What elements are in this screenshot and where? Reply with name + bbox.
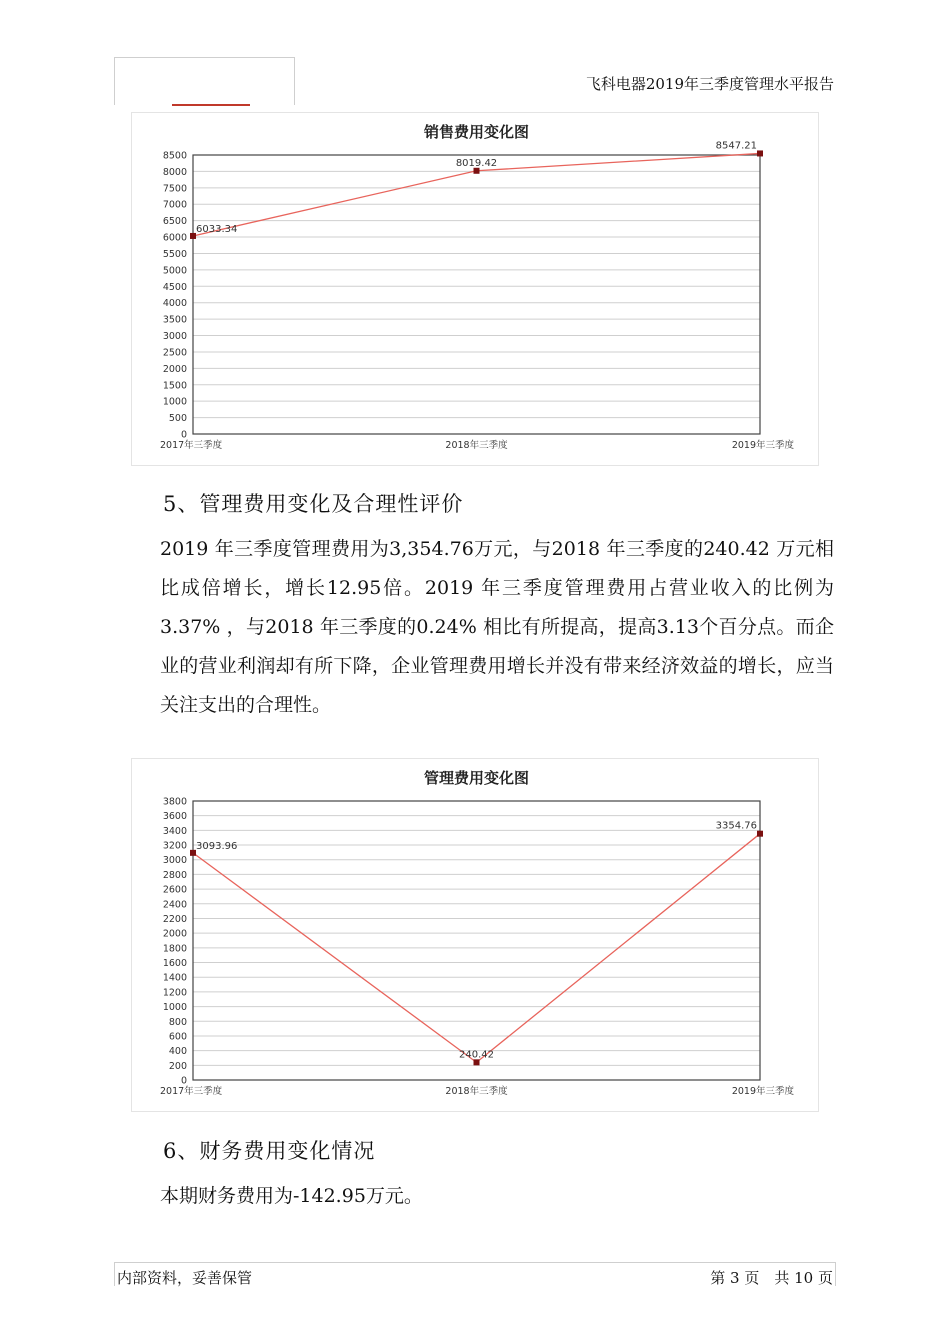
y-tick-label: 1600 <box>162 958 187 970</box>
logo-frame <box>114 57 295 105</box>
x-tick-label: 2018年三季度 <box>445 1086 508 1097</box>
y-tick-label: 3000 <box>162 855 187 867</box>
y-tick-label: 2600 <box>162 884 187 896</box>
y-tick-label: 3000 <box>162 331 187 343</box>
y-tick-label: 3200 <box>162 840 187 852</box>
y-tick-label: 2000 <box>162 363 187 375</box>
plot-area-border <box>193 155 760 434</box>
y-tick-label: 2400 <box>162 899 187 911</box>
y-tick-label: 4000 <box>162 298 187 310</box>
data-point <box>757 831 763 837</box>
sales-expense-chart <box>131 112 819 466</box>
section6-heading: 6、财务费用变化情况 <box>163 1139 376 1163</box>
y-tick-label: 2500 <box>162 347 187 359</box>
data-label: 8019.42 <box>455 157 498 169</box>
y-tick-label: 600 <box>168 1031 187 1043</box>
y-tick-label: 1400 <box>162 972 187 984</box>
admin-expense-chart <box>131 758 819 1112</box>
y-tick-label: 2200 <box>162 913 187 925</box>
y-tick-label: 7000 <box>162 199 187 211</box>
y-tick-label: 2800 <box>162 869 187 881</box>
y-tick-label: 1000 <box>162 396 187 408</box>
chart-title: 销售费用变化图 <box>423 123 530 141</box>
y-tick-label: 0 <box>180 429 187 441</box>
logo-underline <box>172 104 250 106</box>
section5-paragraph <box>114 530 834 725</box>
y-tick-label: 800 <box>168 1016 187 1028</box>
y-tick-label: 3500 <box>162 314 187 326</box>
y-tick-label: 5500 <box>162 248 187 260</box>
y-tick-label: 3800 <box>162 796 187 808</box>
data-label: 6033.34 <box>196 223 238 235</box>
y-tick-label: 400 <box>168 1046 187 1058</box>
data-label: 240.42 <box>459 1049 494 1061</box>
y-tick-label: 1800 <box>162 943 187 955</box>
y-tick-label: 2000 <box>162 928 187 940</box>
footer-page-number: 第 3 页 共 10 页 <box>710 1269 833 1287</box>
y-tick-label: 1500 <box>162 380 187 392</box>
y-tick-label: 8000 <box>162 166 187 178</box>
y-tick-label: 1000 <box>162 1002 187 1014</box>
x-tick-label: 2017年三季度 <box>160 440 223 451</box>
x-tick-label: 2018年三季度 <box>445 440 508 451</box>
y-tick-label: 6500 <box>162 216 187 228</box>
section6-paragraph <box>114 1177 834 1216</box>
section5-heading: 5、管理费用变化及合理性评价 <box>163 492 464 516</box>
x-tick-label: 2017年三季度 <box>160 1086 223 1097</box>
data-label: 8547.21 <box>715 140 757 152</box>
page-footer <box>114 1262 836 1286</box>
x-tick-label: 2019年三季度 <box>731 440 794 451</box>
section5-paragraph-text: 2019 年三季度管理费用为3,354.76万元，与2018 年三季度的240.42 万元相比成倍增长，增长12.95倍。2019 年三季度管理费用占营业收入的比例为3.37% ，与2018 年三季度的0.24% 相比有所提高，提高3.13个百分点。而企业的营业利润却有所下降，企业管理费用增长并没有带来经济效益的增长，应当关注支出的合理性。 <box>160 538 834 716</box>
footer-confidential-note: 内部资料，妥善保管 <box>117 1269 253 1287</box>
y-tick-label: 3400 <box>162 825 187 837</box>
y-tick-label: 1200 <box>162 987 187 999</box>
y-tick-label: 6000 <box>162 232 187 244</box>
data-label: 3354.76 <box>715 820 757 832</box>
y-tick-label: 500 <box>168 413 187 425</box>
y-tick-label: 200 <box>168 1060 187 1072</box>
y-tick-label: 8500 <box>162 150 187 162</box>
data-point <box>757 150 763 156</box>
y-tick-label: 4500 <box>162 281 187 293</box>
plot-area-border <box>193 801 760 1080</box>
section6-paragraph-text: 本期财务费用为-142.95万元。 <box>160 1185 423 1207</box>
page-header-title: 飞科电器2019年三季度管理水平报告 <box>585 75 834 93</box>
y-tick-label: 5000 <box>162 265 187 277</box>
y-tick-label: 7500 <box>162 183 187 195</box>
chart-title: 管理费用变化图 <box>423 769 530 787</box>
x-tick-label: 2019年三季度 <box>731 1086 794 1097</box>
y-tick-label: 3600 <box>162 811 187 823</box>
data-label: 3093.96 <box>196 840 238 852</box>
y-tick-label: 0 <box>180 1075 187 1087</box>
